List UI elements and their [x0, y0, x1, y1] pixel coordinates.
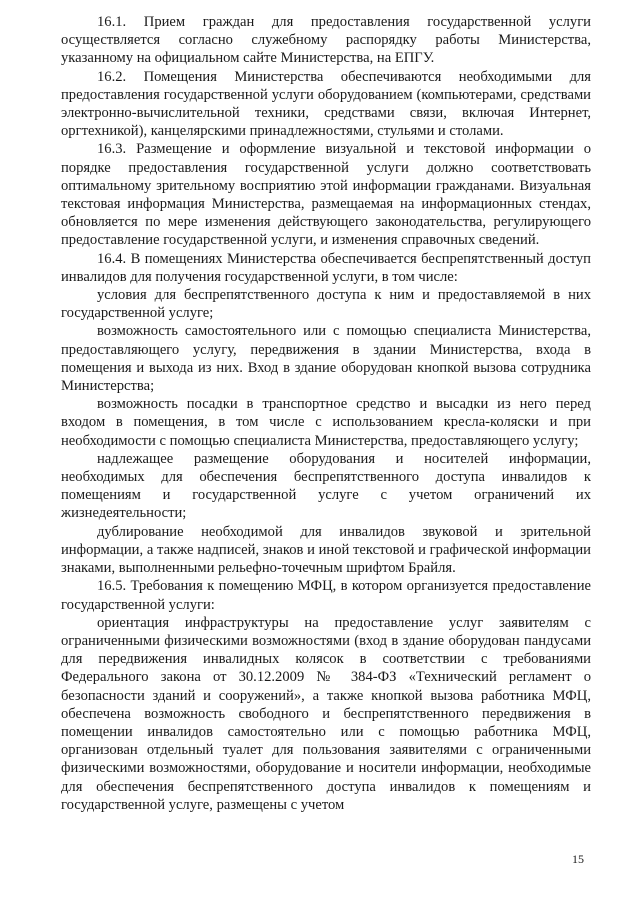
paragraph-16-4: 16.4. В помещениях Министерства обеспечивается беспрепятственный доступ инвалидов для получения государственной услуги, в том числе:: [61, 250, 591, 285]
paragraph-16-5: 16.5. Требования к помещению МФЦ, в котором организуется предоставление государственной услуги:: [61, 578, 591, 613]
document-body: [61, 13, 591, 814]
paragraph-access-conditions: условия для беспрепятственного доступа к ним и предоставляемой в них государственной услуге;: [61, 287, 591, 322]
paragraph-16-2: 16.2. Помещения Министерства обеспечиваются необходимыми для предоставления государственной услуги оборудованием (компьютерами, средствами электронно-вычислительной техники, средствами связи, включая Интернет, оргтехникой), канцелярскими принадлежностями, стульями и столами.: [61, 68, 591, 140]
paragraph-transport: возможность посадки в транспортное средство и высадки из него перед входом в помещения, в том числе с использованием кресла-коляски и при необходимости с помощью специалиста Министерства, предоставляющего услугу;: [61, 396, 591, 449]
paragraph-equipment-placement: надлежащее размещение оборудования и носителей информации, необходимых для обеспечения беспрепятственного доступа инвалидов к помещениям и государственной услуге с учетом ограничений их жизнедеятельности;: [61, 450, 591, 522]
paragraph-braille: дублирование необходимой для инвалидов звуковой и зрительной информации, а также надписей, знаков и иной текстовой и графической информации знаками, выполненными рельефно-точечным шрифтом Брайля.: [61, 523, 591, 577]
paragraph-infrastructure: ориентация инфраструктуры на предоставление услуг заявителям с ограниченными физическими возможностями (вход в здание оборудован пандусами для передвижения инвалидных колясок в соответствии с требованиями Федерального закона от 30.12.2009 № 384-ФЗ «Технический регламент о безопасности зданий и сооружений», а также кнопкой вызова работника МФЦ, обеспечена возможность свободного и беспрепятственного передвижения в помещении инвалидов самостоятельно или с помощью работника МФЦ, организован отдельный туалет для пользования заявителями с ограниченными физическими возможностями, оборудование и носители информации, необходимые для обеспечения беспрепятственного доступа инвалидов к помещениям и государственной услуге, размещены с учетом: [61, 614, 591, 813]
page-number: 15: [572, 852, 584, 866]
paragraph-movement: возможность самостоятельного или с помощью специалиста Министерства, предоставляющего услугу, передвижения в здании Министерства, входа в помещения и выхода из них. Вход в здание оборудован кнопкой вызова сотрудника Министерства;: [61, 323, 591, 395]
paragraph-16-1: 16.1. Прием граждан для предоставления государственной услуги осуществляется согласно служебному распорядку работы Министерства, указанному на официальном сайте Министерства, на ЕПГУ.: [61, 14, 591, 67]
paragraph-16-3: 16.3. Размещение и оформление визуальной и текстовой информации о порядке предоставления государственной услуги должно соответствовать оптимальному зрительному восприятию этой информации гражданами. Визуальная текстовая информация Министерства, размещаемая на информационных стендах, обновляется по мере изменения действующего законодательства, регулирующего предоставление государственной услуги, и изменения справочных сведений.: [61, 141, 591, 249]
